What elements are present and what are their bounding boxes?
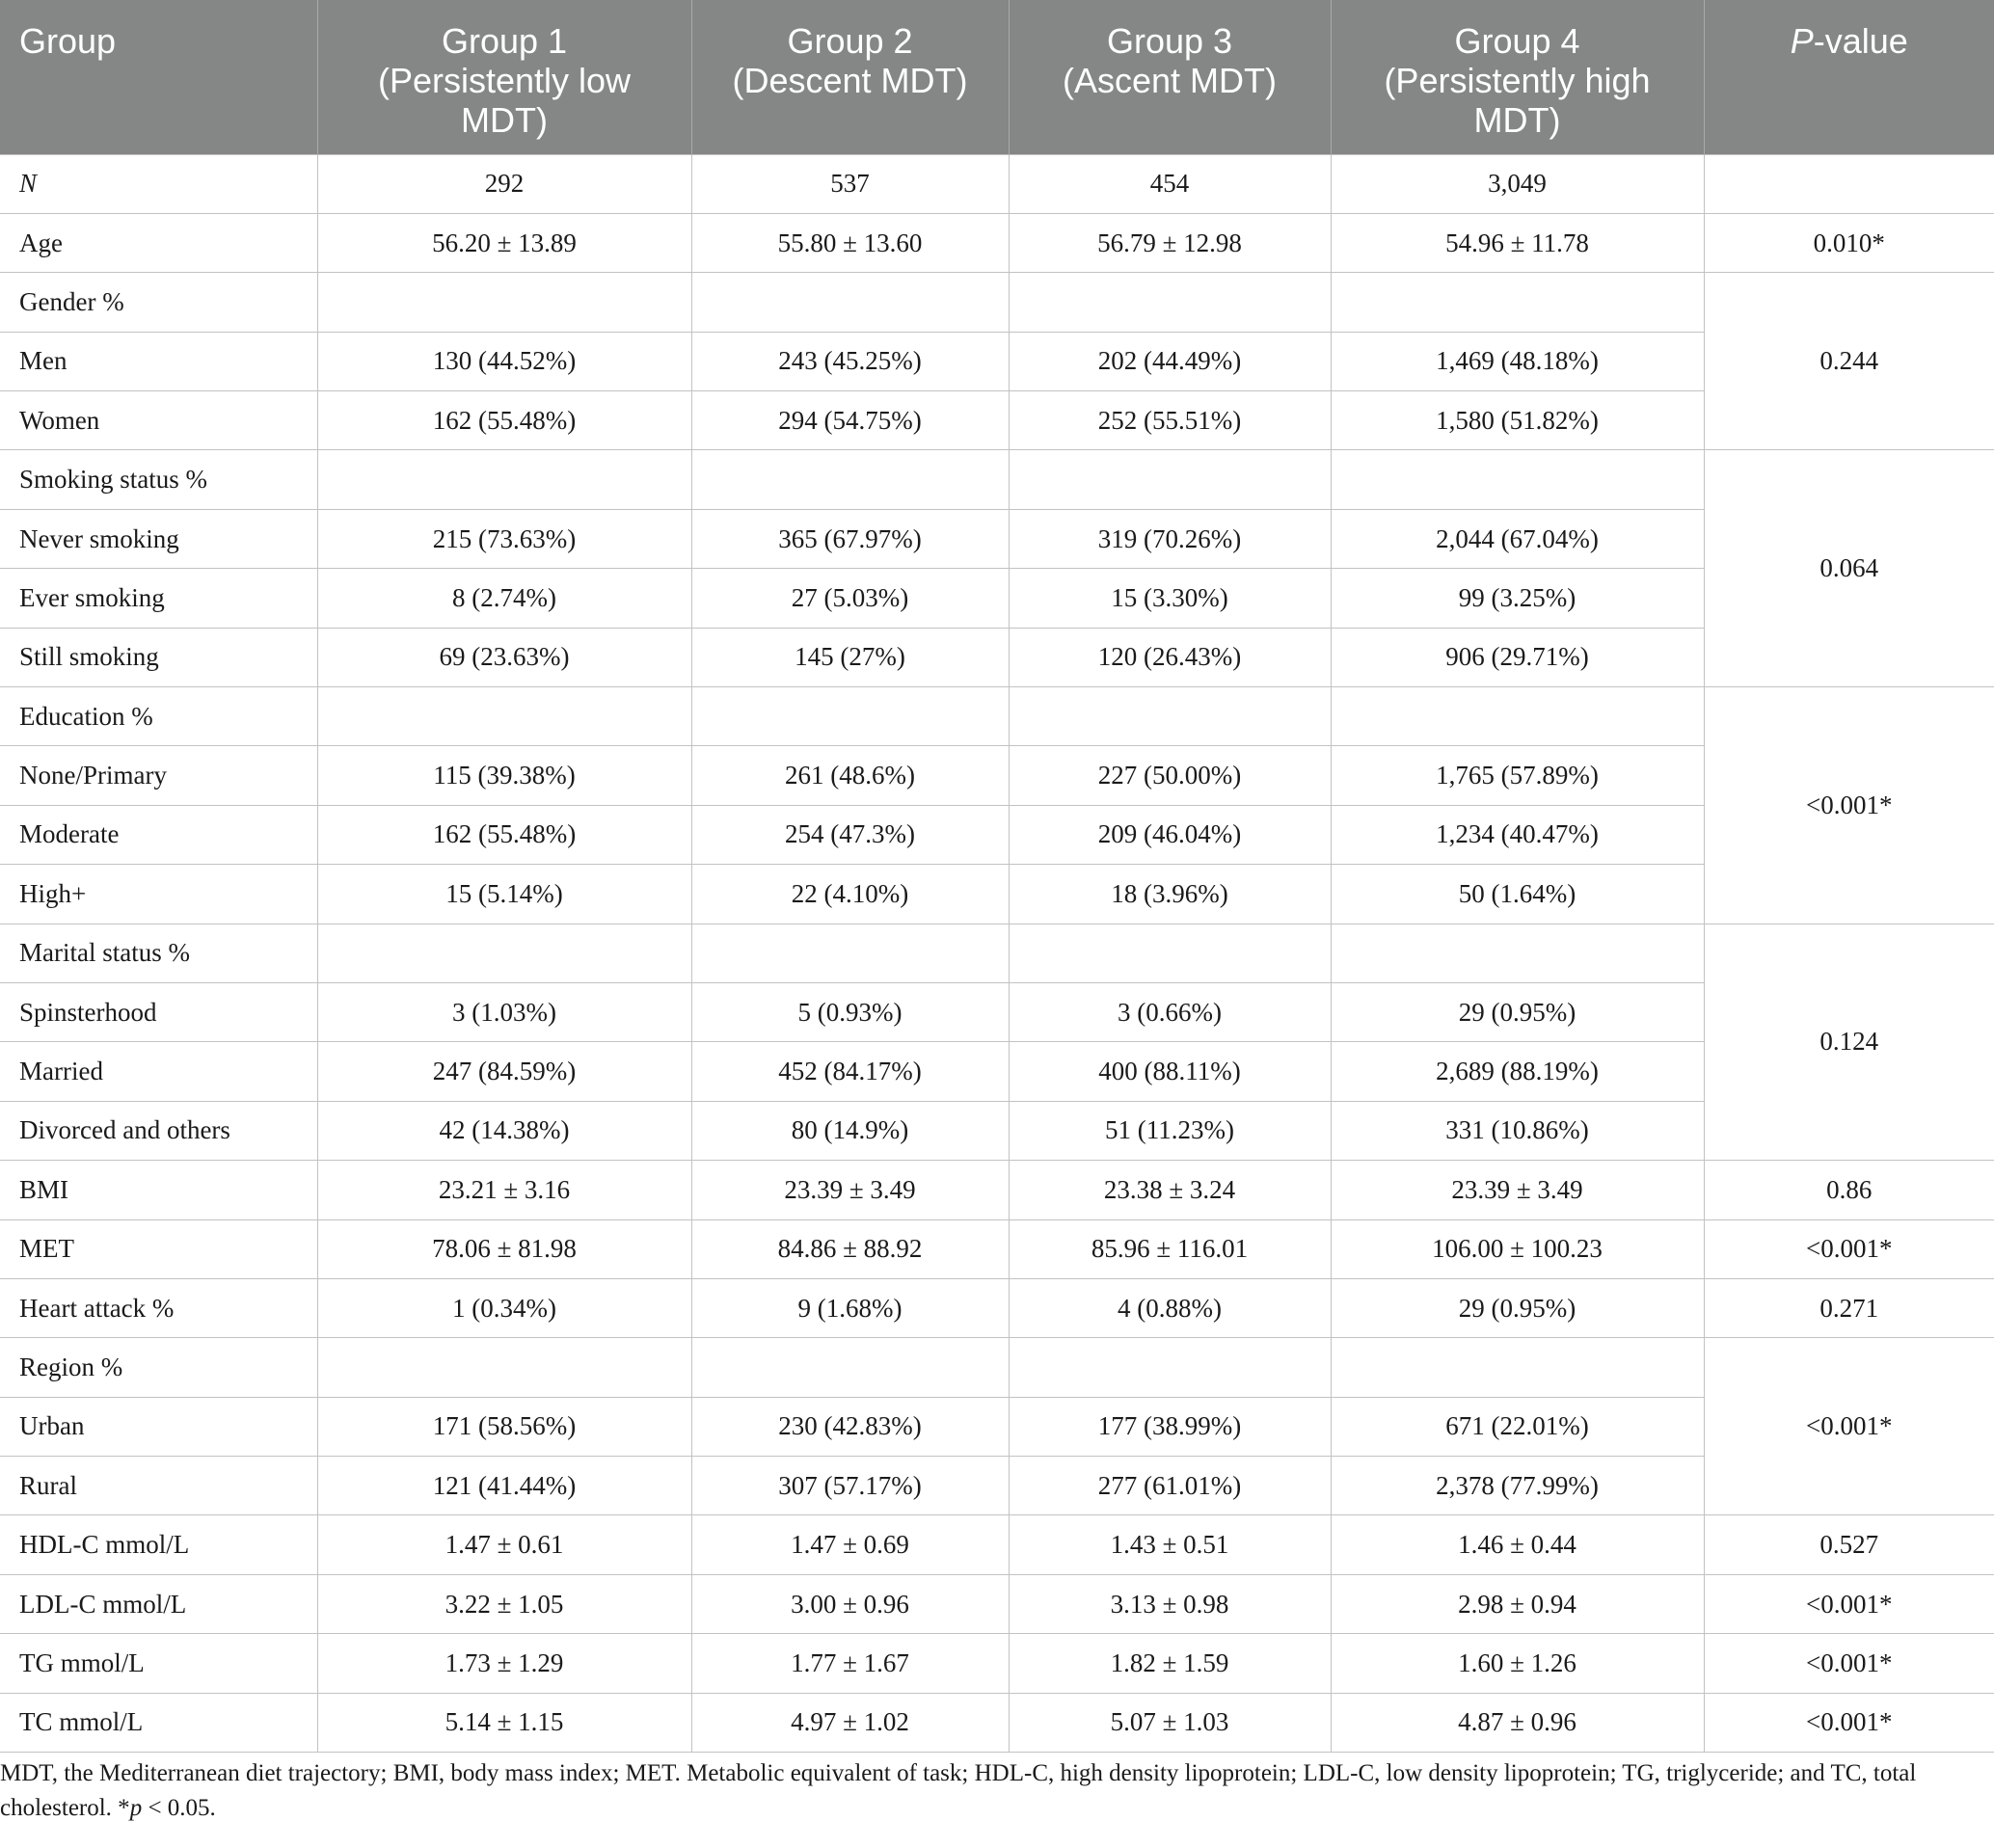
value-cell-g1: 8 (2.74%)	[317, 569, 691, 628]
value-cell-g3: 319 (70.26%)	[1009, 509, 1331, 568]
value-cell-g3: 400 (88.11%)	[1009, 1042, 1331, 1101]
header-group-1	[317, 0, 691, 154]
header-g3-line1: Group 3	[1106, 21, 1233, 61]
header-g1-line1: Group 1	[441, 21, 568, 61]
value-cell-g2: 80 (14.9%)	[691, 1101, 1009, 1160]
value-cell-g4: 1,234 (40.47%)	[1331, 805, 1704, 864]
row-label-cell: Married	[0, 1042, 317, 1101]
value-cell-g2: 23.39 ± 3.49	[691, 1161, 1009, 1219]
value-cell-g3: 18 (3.96%)	[1009, 865, 1331, 924]
row-label-cell: Education %	[0, 687, 317, 746]
table-row	[0, 1042, 1994, 1101]
value-cell-g2	[691, 450, 1009, 509]
value-cell-g3: 177 (38.99%)	[1009, 1397, 1331, 1456]
table-row	[0, 1457, 1994, 1515]
value-cell-g1	[317, 450, 691, 509]
table-row	[0, 628, 1994, 686]
value-cell-g1: 121 (41.44%)	[317, 1457, 691, 1515]
row-label-cell: N	[0, 154, 317, 213]
value-cell-g4: 29 (0.95%)	[1331, 982, 1704, 1041]
p-value-cell: 0.064	[1704, 450, 1994, 687]
value-cell-g3: 1.82 ± 1.59	[1009, 1634, 1331, 1693]
row-label-cell: LDL-C mmol/L	[0, 1574, 317, 1633]
row-label-cell: Still smoking	[0, 628, 317, 686]
p-value-cell	[1704, 154, 1994, 213]
header-group-3	[1009, 0, 1331, 154]
footnote-tail: < 0.05.	[142, 1795, 216, 1821]
value-cell-g3: 202 (44.49%)	[1009, 332, 1331, 390]
row-label-cell: Urban	[0, 1397, 317, 1456]
table-row	[0, 924, 1994, 982]
table-row	[0, 154, 1994, 213]
value-cell-g1: 3.22 ± 1.05	[317, 1574, 691, 1633]
header-p-rest: -value	[1813, 21, 1908, 61]
value-cell-g4: 99 (3.25%)	[1331, 569, 1704, 628]
row-label-cell: Spinsterhood	[0, 982, 317, 1041]
table-footnote	[0, 1756, 1967, 1826]
value-cell-g4: 54.96 ± 11.78	[1331, 213, 1704, 272]
value-cell-g3	[1009, 450, 1331, 509]
value-cell-g4	[1331, 1338, 1704, 1397]
row-label-cell: High+	[0, 865, 317, 924]
value-cell-g4: 671 (22.01%)	[1331, 1397, 1704, 1456]
value-cell-g4: 906 (29.71%)	[1331, 628, 1704, 686]
value-cell-g4: 2.98 ± 0.94	[1331, 1574, 1704, 1633]
value-cell-g3: 56.79 ± 12.98	[1009, 213, 1331, 272]
value-cell-g3	[1009, 1338, 1331, 1397]
value-cell-g2: 537	[691, 154, 1009, 213]
header-g4-line3: MDT)	[1473, 100, 1561, 140]
p-value-cell: <0.001*	[1704, 1219, 1994, 1278]
value-cell-g4: 23.39 ± 3.49	[1331, 1161, 1704, 1219]
table-body	[0, 154, 1994, 1753]
value-cell-g2: 22 (4.10%)	[691, 865, 1009, 924]
value-cell-g1: 1.73 ± 1.29	[317, 1634, 691, 1693]
table-row	[0, 391, 1994, 450]
value-cell-g1: 69 (23.63%)	[317, 628, 691, 686]
table-row	[0, 1161, 1994, 1219]
value-cell-g3: 15 (3.30%)	[1009, 569, 1331, 628]
p-value-cell: 0.271	[1704, 1278, 1994, 1337]
value-cell-g4: 29 (0.95%)	[1331, 1278, 1704, 1337]
value-cell-g2: 452 (84.17%)	[691, 1042, 1009, 1101]
value-cell-g4	[1331, 450, 1704, 509]
table-row	[0, 1397, 1994, 1456]
table-row	[0, 569, 1994, 628]
table-row	[0, 1278, 1994, 1337]
row-label-cell: Moderate	[0, 805, 317, 864]
row-label-cell: Age	[0, 213, 317, 272]
value-cell-g2	[691, 924, 1009, 982]
table-row	[0, 865, 1994, 924]
header-g1-line3: MDT)	[461, 100, 548, 140]
value-cell-g3: 227 (50.00%)	[1009, 746, 1331, 805]
row-label-cell: Men	[0, 332, 317, 390]
value-cell-g1: 1 (0.34%)	[317, 1278, 691, 1337]
row-label-cell: Gender %	[0, 273, 317, 332]
p-value-cell: <0.001*	[1704, 1693, 1994, 1752]
value-cell-g1: 56.20 ± 13.89	[317, 213, 691, 272]
footnote-text: MDT, the Mediterranean diet trajectory; BMI, body mass index; MET. Metabolic equivalent of task; HDL-C, high density lipoprotein; LDL-C, low density lipoprotein; TG, triglyceride; and TC, total cholesterol. *	[0, 1760, 1917, 1821]
value-cell-g3: 3.13 ± 0.98	[1009, 1574, 1331, 1633]
value-cell-g1	[317, 687, 691, 746]
table-row	[0, 1574, 1994, 1633]
header-row	[0, 0, 1994, 154]
table-row	[0, 273, 1994, 332]
value-cell-g2: 3.00 ± 0.96	[691, 1574, 1009, 1633]
header-g3-line2: (Ascent MDT)	[1062, 61, 1277, 100]
value-cell-g1: 78.06 ± 81.98	[317, 1219, 691, 1278]
value-cell-g1: 42 (14.38%)	[317, 1101, 691, 1160]
value-cell-g4: 2,378 (77.99%)	[1331, 1457, 1704, 1515]
value-cell-g3: 23.38 ± 3.24	[1009, 1161, 1331, 1219]
value-cell-g1: 247 (84.59%)	[317, 1042, 691, 1101]
row-label-cell: Region %	[0, 1338, 317, 1397]
p-value-cell: 0.527	[1704, 1515, 1994, 1574]
value-cell-g2: 230 (42.83%)	[691, 1397, 1009, 1456]
row-label-cell: BMI	[0, 1161, 317, 1219]
value-cell-g2: 261 (48.6%)	[691, 746, 1009, 805]
header-group	[0, 0, 317, 154]
p-value-cell: 0.124	[1704, 924, 1994, 1161]
value-cell-g1: 23.21 ± 3.16	[317, 1161, 691, 1219]
value-cell-g3	[1009, 687, 1331, 746]
value-cell-g3: 277 (61.01%)	[1009, 1457, 1331, 1515]
value-cell-g1: 162 (55.48%)	[317, 805, 691, 864]
value-cell-g2: 1.47 ± 0.69	[691, 1515, 1009, 1574]
table-row	[0, 1515, 1994, 1574]
value-cell-g4	[1331, 687, 1704, 746]
p-value-cell: <0.001*	[1704, 1574, 1994, 1633]
value-cell-g3: 85.96 ± 116.01	[1009, 1219, 1331, 1278]
value-cell-g3: 454	[1009, 154, 1331, 213]
header-g1-line2: (Persistently low	[377, 61, 632, 100]
row-label-cell: HDL-C mmol/L	[0, 1515, 317, 1574]
value-cell-g2: 27 (5.03%)	[691, 569, 1009, 628]
value-cell-g2	[691, 687, 1009, 746]
value-cell-g2: 5 (0.93%)	[691, 982, 1009, 1041]
table-row	[0, 746, 1994, 805]
value-cell-g3: 51 (11.23%)	[1009, 1101, 1331, 1160]
header-g2-line2: (Descent MDT)	[732, 61, 968, 100]
p-value-cell: 0.244	[1704, 273, 1994, 450]
value-cell-g3: 5.07 ± 1.03	[1009, 1693, 1331, 1752]
value-cell-g4: 4.87 ± 0.96	[1331, 1693, 1704, 1752]
value-cell-g4: 3,049	[1331, 154, 1704, 213]
header-group-label: Group	[19, 21, 117, 61]
value-cell-g1	[317, 273, 691, 332]
footnote-p-italic: p	[129, 1795, 143, 1821]
header-g4-line1: Group 4	[1454, 21, 1580, 61]
table-header	[0, 0, 1994, 154]
table-row	[0, 982, 1994, 1041]
row-label-cell: TC mmol/L	[0, 1693, 317, 1752]
p-value-cell: <0.001*	[1704, 1338, 1994, 1515]
value-cell-g4: 1,469 (48.18%)	[1331, 332, 1704, 390]
header-g2-line1: Group 2	[787, 21, 913, 61]
header-group-4	[1331, 0, 1704, 154]
value-cell-g3	[1009, 273, 1331, 332]
value-cell-g2: 9 (1.68%)	[691, 1278, 1009, 1337]
value-cell-g1	[317, 1338, 691, 1397]
row-label-cell: Smoking status %	[0, 450, 317, 509]
value-cell-g3: 3 (0.66%)	[1009, 982, 1331, 1041]
header-p-italic: P	[1790, 21, 1814, 61]
value-cell-g4: 1,765 (57.89%)	[1331, 746, 1704, 805]
table-row	[0, 509, 1994, 568]
row-label-cell: Divorced and others	[0, 1101, 317, 1160]
value-cell-g3: 1.43 ± 0.51	[1009, 1515, 1331, 1574]
value-cell-g4: 106.00 ± 100.23	[1331, 1219, 1704, 1278]
value-cell-g2: 254 (47.3%)	[691, 805, 1009, 864]
p-value-cell: <0.001*	[1704, 1634, 1994, 1693]
row-label-cell: Marital status %	[0, 924, 317, 982]
header-p-value	[1704, 0, 1994, 154]
value-cell-g1: 115 (39.38%)	[317, 746, 691, 805]
value-cell-g4	[1331, 273, 1704, 332]
table-row	[0, 1219, 1994, 1278]
value-cell-g1: 3 (1.03%)	[317, 982, 691, 1041]
value-cell-g3: 120 (26.43%)	[1009, 628, 1331, 686]
value-cell-g1: 171 (58.56%)	[317, 1397, 691, 1456]
row-label-cell: Never smoking	[0, 509, 317, 568]
value-cell-g4: 1,580 (51.82%)	[1331, 391, 1704, 450]
p-value-cell: 0.86	[1704, 1161, 1994, 1219]
p-value-cell: 0.010*	[1704, 213, 1994, 272]
value-cell-g2: 307 (57.17%)	[691, 1457, 1009, 1515]
value-cell-g1: 1.47 ± 0.61	[317, 1515, 691, 1574]
value-cell-g1: 292	[317, 154, 691, 213]
value-cell-g4: 1.46 ± 0.44	[1331, 1515, 1704, 1574]
value-cell-g2: 4.97 ± 1.02	[691, 1693, 1009, 1752]
table-row	[0, 1101, 1994, 1160]
table-row	[0, 332, 1994, 390]
row-label-cell: Women	[0, 391, 317, 450]
value-cell-g3	[1009, 924, 1331, 982]
value-cell-g1: 15 (5.14%)	[317, 865, 691, 924]
value-cell-g4: 50 (1.64%)	[1331, 865, 1704, 924]
p-value-cell: <0.001*	[1704, 687, 1994, 924]
value-cell-g1	[317, 924, 691, 982]
value-cell-g1: 5.14 ± 1.15	[317, 1693, 691, 1752]
value-cell-g4	[1331, 924, 1704, 982]
value-cell-g2: 365 (67.97%)	[691, 509, 1009, 568]
table-row	[0, 1634, 1994, 1693]
value-cell-g4: 2,044 (67.04%)	[1331, 509, 1704, 568]
row-label-cell: Heart attack %	[0, 1278, 317, 1337]
value-cell-g4: 2,689 (88.19%)	[1331, 1042, 1704, 1101]
row-label-cell: None/Primary	[0, 746, 317, 805]
value-cell-g2: 243 (45.25%)	[691, 332, 1009, 390]
row-label-cell: Ever smoking	[0, 569, 317, 628]
value-cell-g3: 4 (0.88%)	[1009, 1278, 1331, 1337]
table-row	[0, 450, 1994, 509]
value-cell-g2: 55.80 ± 13.60	[691, 213, 1009, 272]
value-cell-g4: 1.60 ± 1.26	[1331, 1634, 1704, 1693]
value-cell-g4: 331 (10.86%)	[1331, 1101, 1704, 1160]
table-row	[0, 805, 1994, 864]
value-cell-g2	[691, 273, 1009, 332]
value-cell-g1: 215 (73.63%)	[317, 509, 691, 568]
table-row	[0, 1338, 1994, 1397]
value-cell-g2: 84.86 ± 88.92	[691, 1219, 1009, 1278]
table-row	[0, 687, 1994, 746]
row-label-cell: Rural	[0, 1457, 317, 1515]
table-row	[0, 213, 1994, 272]
value-cell-g2: 145 (27%)	[691, 628, 1009, 686]
value-cell-g3: 209 (46.04%)	[1009, 805, 1331, 864]
row-label-cell: MET	[0, 1219, 317, 1278]
value-cell-g2: 294 (54.75%)	[691, 391, 1009, 450]
row-label-cell: TG mmol/L	[0, 1634, 317, 1693]
value-cell-g1: 130 (44.52%)	[317, 332, 691, 390]
value-cell-g2: 1.77 ± 1.67	[691, 1634, 1009, 1693]
header-group-2	[691, 0, 1009, 154]
table-row	[0, 1693, 1994, 1752]
value-cell-g3: 252 (55.51%)	[1009, 391, 1331, 450]
header-g4-line2: (Persistently high	[1384, 61, 1651, 100]
value-cell-g1: 162 (55.48%)	[317, 391, 691, 450]
value-cell-g2	[691, 1338, 1009, 1397]
